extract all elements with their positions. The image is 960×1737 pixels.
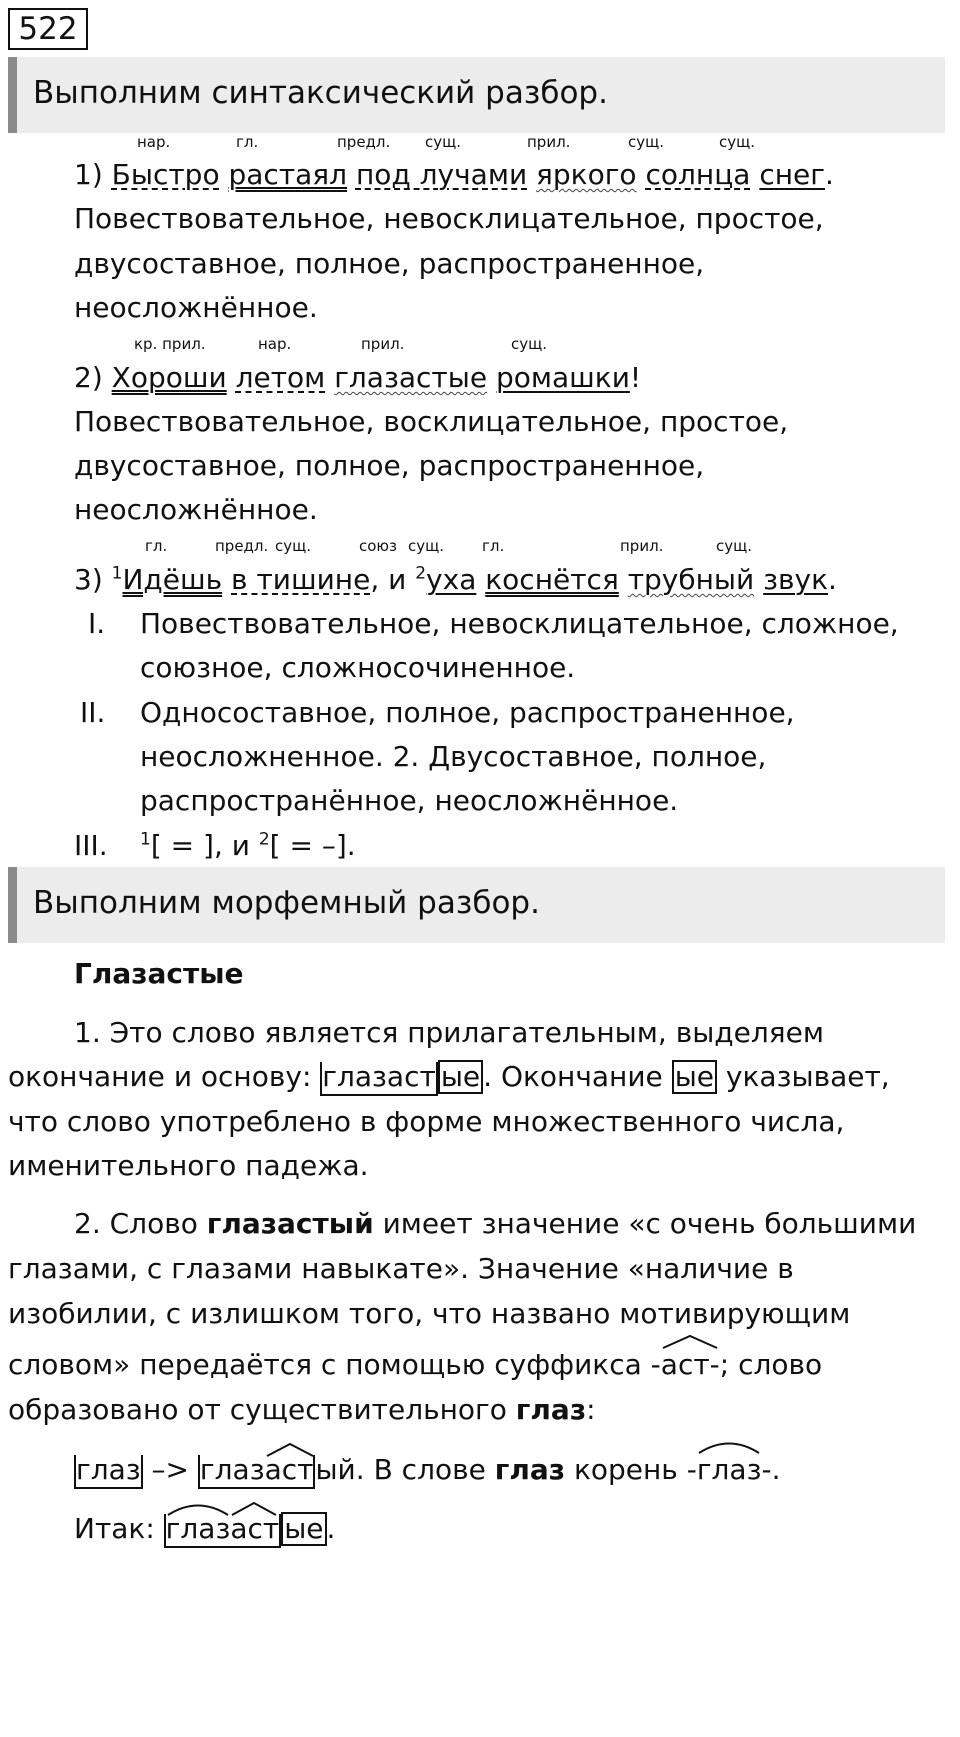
pos-label: гл. <box>236 133 259 151</box>
ending-box: ые <box>438 1060 483 1094</box>
pos-label: сущ. <box>425 133 462 151</box>
punctuation: . <box>824 158 834 191</box>
bold-word: глаз <box>494 1453 566 1486</box>
text: Итак: <box>74 1512 164 1545</box>
ending: ый <box>315 1453 356 1486</box>
root-arc-icon <box>166 1502 230 1516</box>
text: образовано от существительного <box>8 1393 516 1426</box>
conjunction: , и <box>370 563 416 596</box>
text: . Окончание <box>483 1060 672 1093</box>
word: летом <box>235 361 326 394</box>
text: : <box>586 1393 596 1426</box>
punctuation: ! <box>629 361 642 394</box>
desc-line: двусоставное, полное, распространенное, <box>74 247 705 280</box>
text: указывает, <box>717 1060 890 1093</box>
word: звук <box>763 563 829 596</box>
desc-line: Повествовательное, восклицательное, простое, <box>74 405 789 438</box>
pos-label: прил. <box>361 335 405 353</box>
section-header-syntax <box>8 57 945 133</box>
sentence-number: 2) <box>74 361 103 394</box>
suffix-mark <box>265 1455 314 1485</box>
ending-box: ые <box>281 1512 326 1546</box>
bold-word: глаз <box>515 1393 587 1426</box>
suffix-mark <box>230 1514 279 1544</box>
pos-label: кр. прил. <box>134 335 206 353</box>
text: окончание и основу: <box>8 1060 321 1093</box>
sentence-1 <box>74 157 834 193</box>
sentence-2 <box>74 360 641 396</box>
section-header-morph <box>8 867 945 943</box>
final-line <box>74 1511 335 1548</box>
pos-label: нар. <box>258 335 292 353</box>
stem-mark: глаз <box>74 1455 143 1489</box>
paragraph-line <box>8 1347 822 1383</box>
clause-index: 2 <box>258 829 270 850</box>
stem-mark: глазаст <box>320 1062 438 1096</box>
punctuation: . <box>828 563 837 596</box>
text: . В слове <box>355 1453 495 1486</box>
root: глаз <box>165 1512 231 1545</box>
arrow: –> <box>142 1453 198 1486</box>
text: -. <box>761 1453 781 1486</box>
paragraph-line: 1. Это слово является прилагательным, выделяем <box>74 1016 824 1049</box>
word: растаял <box>228 158 348 191</box>
root: глаз <box>696 1453 762 1486</box>
pos-label: гл. <box>482 537 505 555</box>
word: Быстро <box>111 158 220 191</box>
clause-index: 1 <box>111 563 123 584</box>
word-heading: Глазастые <box>74 957 244 990</box>
text: словом» передаётся с помощью суффикса - <box>8 1348 661 1381</box>
list-line: распространённое, неосложнённое. <box>140 784 679 817</box>
list-line: неосложненное. 2. Двусоставное, полное, <box>140 740 767 773</box>
roman-numeral: II. <box>80 696 106 729</box>
suffix: аст <box>230 1512 280 1545</box>
paragraph-line <box>74 1206 916 1242</box>
suffix: аст <box>264 1453 314 1486</box>
suffix-mark <box>661 1347 710 1383</box>
list-line: Повествовательное, невосклицательное, сложное, <box>140 607 899 640</box>
sentence-number: 3) <box>74 563 103 596</box>
paragraph-line <box>8 1392 596 1428</box>
paragraph-line: именительного падежа. <box>8 1149 369 1182</box>
desc-line: Повествовательное, невосклицательное, простое, <box>74 202 824 235</box>
word: глазастые <box>334 361 488 394</box>
pos-label: сущ. <box>408 537 445 555</box>
word: Идёшь <box>122 563 223 596</box>
word: под лучами <box>355 158 528 191</box>
pos-label: сущ. <box>628 133 665 151</box>
word: яркого <box>536 158 637 191</box>
pos-label: сущ. <box>511 335 548 353</box>
pos-label: сущ. <box>716 537 753 555</box>
text: имеет значение «с очень большими <box>373 1207 917 1240</box>
list-line: союзное, сложносочиненное. <box>140 651 576 684</box>
text: корень - <box>565 1453 697 1486</box>
suffix-caret-icon <box>265 1443 315 1457</box>
sentence-3 <box>74 562 837 598</box>
pos-label: гл. <box>145 537 168 555</box>
text: 2. Слово <box>74 1207 207 1240</box>
pos-label: сущ. <box>275 537 312 555</box>
clause-index: 2 <box>415 563 427 584</box>
desc-line: неосложнённое. <box>74 291 318 324</box>
word: уха <box>426 563 477 596</box>
ending-box: ые <box>672 1060 717 1094</box>
paragraph-line: изобилии, с излишком того, что названо мотивирующим <box>8 1297 851 1330</box>
root-mark <box>697 1452 762 1488</box>
root-mark <box>166 1514 231 1544</box>
word: в тишине <box>231 563 371 596</box>
pos-label: союз <box>359 537 398 555</box>
root: глаз <box>199 1453 265 1486</box>
word: трубный <box>627 563 755 596</box>
word: коснётся <box>485 563 619 596</box>
stem-mark <box>198 1455 316 1489</box>
pos-label: прил. <box>527 133 571 151</box>
stem-mark <box>164 1514 282 1548</box>
section-title: Выполним синтаксический разбор. <box>33 75 608 111</box>
scheme-part: [ = ], и <box>150 829 259 862</box>
desc-line: двусоставное, полное, распространенное, <box>74 449 705 482</box>
word: Хороши <box>111 361 227 394</box>
paragraph-line <box>8 1059 890 1096</box>
text: -; слово <box>709 1348 823 1381</box>
scheme-line <box>140 828 356 864</box>
pos-label: сущ. <box>719 133 756 151</box>
sentence-number: 1) <box>74 158 103 191</box>
suffix: аст <box>660 1348 710 1381</box>
pos-label: предл. <box>215 537 269 555</box>
paragraph-line: глазами, с глазами навыкате». Значение «наличие в <box>8 1252 794 1285</box>
scheme-part: [ = –]. <box>269 829 356 862</box>
exercise-number: 522 <box>8 8 88 50</box>
roman-numeral: I. <box>88 607 106 640</box>
section-title: Выполним морфемный разбор. <box>33 885 540 921</box>
word: ромашки <box>495 361 630 394</box>
word: снег <box>759 158 825 191</box>
derivation-line <box>74 1452 780 1489</box>
pos-label: прил. <box>620 537 664 555</box>
suffix-caret-icon <box>661 1335 719 1349</box>
pos-label: предл. <box>337 133 391 151</box>
word: солнца <box>645 158 751 191</box>
paragraph-line: что слово употреблено в форме множественного числа, <box>8 1105 845 1138</box>
desc-line: неосложнённое. <box>74 493 318 526</box>
list-line: Односоставное, полное, распространенное, <box>140 696 795 729</box>
suffix-caret-icon <box>230 1502 278 1516</box>
punctuation: . <box>326 1512 336 1545</box>
roman-numeral: III. <box>74 829 108 862</box>
pos-label: нар. <box>137 133 171 151</box>
bold-word: глазастый <box>206 1207 374 1240</box>
root-arc-icon <box>697 1440 761 1454</box>
clause-index: 1 <box>140 829 151 850</box>
